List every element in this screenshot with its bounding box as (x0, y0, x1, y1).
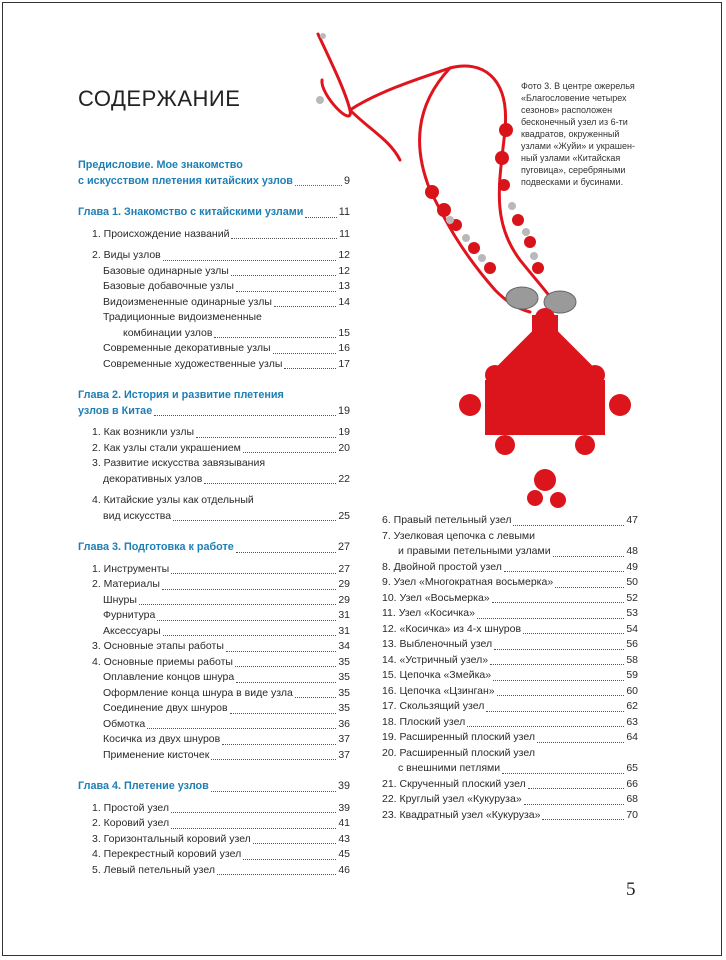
toc-item[interactable]: Современные художественные узлы 17 (103, 357, 350, 370)
caption-line: пуговица», серебряными (521, 165, 626, 175)
toc-item[interactable]: 17. Скользящий узел 62 (382, 700, 638, 712)
toc-item[interactable]: 12. «Косичка» из 4-х шнуров 54 (382, 622, 638, 635)
toc-item[interactable]: 1. Происхождение названий 11 (92, 227, 350, 240)
toc-item-line1[interactable]: 4. Китайские узлы как отдельный (92, 494, 254, 506)
toc-right-column (382, 513, 638, 823)
toc-item[interactable]: Аксессуары 31 (103, 624, 350, 637)
toc-item[interactable]: 2. Коровий узел 41 (92, 817, 350, 829)
toc-item[interactable]: 10. Узел «Восьмерка» 52 (382, 591, 638, 604)
toc-item[interactable]: Косичка из двух шнуров 37 (103, 733, 350, 745)
toc-item[interactable]: 3. Горизонтальный коровий узел 43 (92, 832, 350, 845)
toc-item[interactable]: и правыми петельными узлами 48 (398, 545, 638, 557)
toc-item[interactable]: Базовые одинарные узлы 12 (103, 264, 350, 277)
toc-item[interactable]: 18. Плоский узел 63 (382, 715, 638, 728)
toc-item[interactable]: 3. Основные этапы работы 34 (92, 640, 350, 652)
toc-item[interactable]: Шнуры 29 (103, 593, 350, 606)
toc-item[interactable]: 19. Расширенный плоский узел 64 (382, 731, 638, 743)
endless-knot-pendant (459, 308, 631, 508)
knot-beads (316, 33, 544, 274)
toc-item[interactable]: 2. Как узлы стали украшением 20 (92, 441, 350, 454)
toc-item-line1[interactable]: 20. Расширенный плоский узел (382, 746, 535, 759)
toc-item[interactable]: Оплавление концов шнура 35 (103, 671, 350, 683)
toc-item-line1[interactable]: 7. Узелковая цепочка с левыми (382, 529, 535, 542)
toc-item[interactable]: Оформление конца шнура в виде узла 35 (103, 686, 350, 699)
toc-item[interactable]: комбинации узлов 15 (123, 326, 350, 339)
page-title: СОДЕРЖАНИЕ (78, 86, 241, 111)
toc-item[interactable]: 23. Квадратный узел «Кукуруза» 70 (382, 808, 638, 821)
toc-preface[interactable]: с искусством плетения китайских узлов 9 (78, 174, 350, 187)
toc-chapter-3[interactable]: Глава 3. Подготовка к работе 27 (78, 541, 350, 553)
toc-item[interactable]: Базовые добавочные узлы 13 (103, 280, 350, 292)
toc-item[interactable]: вид искусства 25 (103, 509, 350, 522)
toc-chapter-2-line1[interactable]: Глава 2. История и развитие плетения (78, 389, 284, 401)
caption-line: узлами «Жуйи» и украшен- (521, 141, 635, 151)
caption-line: квадратов, окруженный (521, 129, 620, 139)
toc-item[interactable]: 2. Материалы 29 (92, 578, 350, 590)
toc-item[interactable]: Современные декоративные узлы 16 (103, 342, 350, 354)
toc-chapter-4[interactable]: Глава 4. Плетение узлов 39 (78, 780, 350, 792)
toc-item[interactable]: 16. Цепочка «Цзинган» 60 (382, 684, 638, 697)
toc-item[interactable]: 4. Основные приемы работы 35 (92, 655, 350, 668)
toc-item-line1[interactable]: Традиционные видоизмененные (103, 311, 262, 323)
toc-item[interactable]: Обмотка 36 (103, 717, 350, 730)
toc-item[interactable]: с внешними петлями 65 (398, 762, 638, 774)
caption-line: ный узлами «Китайская (521, 153, 621, 163)
toc-item[interactable]: 14. «Устричный узел» 58 (382, 653, 638, 666)
toc-item[interactable]: 5. Левый петельный узел 46 (92, 863, 350, 876)
page-number: 5 (626, 879, 636, 900)
toc-item[interactable]: 21. Скрученный плоский узел 66 (382, 777, 638, 790)
toc-item[interactable]: 22. Круглый узел «Кукуруза» 68 (382, 793, 638, 805)
toc-chapter-1[interactable]: Глава 1. Знакомство с китайскими узлами 11 (78, 206, 350, 218)
toc-item[interactable]: 11. Узел «Косичка» 53 (382, 607, 638, 619)
caption-line: Фото 3. В центре ожерелья (521, 81, 635, 91)
toc-item[interactable]: 4. Перекрестный коровий узел 45 (92, 848, 350, 860)
toc-item[interactable]: 6. Правый петельный узел 47 (382, 514, 638, 526)
toc-item[interactable]: декоративных узлов 22 (103, 472, 350, 485)
toc-item[interactable]: 15. Цепочка «Змейка» 59 (382, 669, 638, 681)
toc-item[interactable]: 2. Виды узлов 12 (92, 249, 350, 261)
toc-preface-line1[interactable]: Предисловие. Мое знакомство (78, 159, 243, 171)
toc-item-line1[interactable]: 3. Развитие искусства завязывания (92, 457, 266, 469)
toc-item[interactable]: 9. Узел «Многократная восьмерка» 50 (382, 576, 638, 588)
cord-top-loop (318, 34, 350, 116)
toc-item[interactable]: 1. Как возникли узлы 19 (92, 426, 350, 438)
toc-item[interactable]: 8. Двойной простой узел 49 (382, 560, 638, 573)
caption-line: «Благословение четырех (521, 93, 627, 103)
toc-chapter-2[interactable]: узлов в Китае 19 (78, 404, 350, 417)
caption-line: подвесками и бусинами. (521, 177, 624, 187)
toc-left-column (78, 158, 350, 878)
toc-item[interactable]: Применение кисточек 37 (103, 748, 350, 761)
toc-item[interactable]: Соединение двух шнуров 35 (103, 702, 350, 714)
toc-item[interactable]: Фурнитура 31 (103, 609, 350, 621)
photo-caption (521, 80, 671, 188)
caption-line: сезонов» расположен (521, 105, 613, 115)
cord-inner (350, 110, 400, 160)
toc-item[interactable]: 1. Простой узел 39 (92, 801, 350, 814)
caption-line: бесконечный узел из 6-ти (521, 117, 628, 127)
toc-item[interactable]: Видоизмененные одинарные узлы 14 (103, 295, 350, 308)
toc-item[interactable]: 13. Выбленочный узел 56 (382, 638, 638, 650)
toc-item[interactable]: 1. Инструменты 27 (92, 562, 350, 575)
